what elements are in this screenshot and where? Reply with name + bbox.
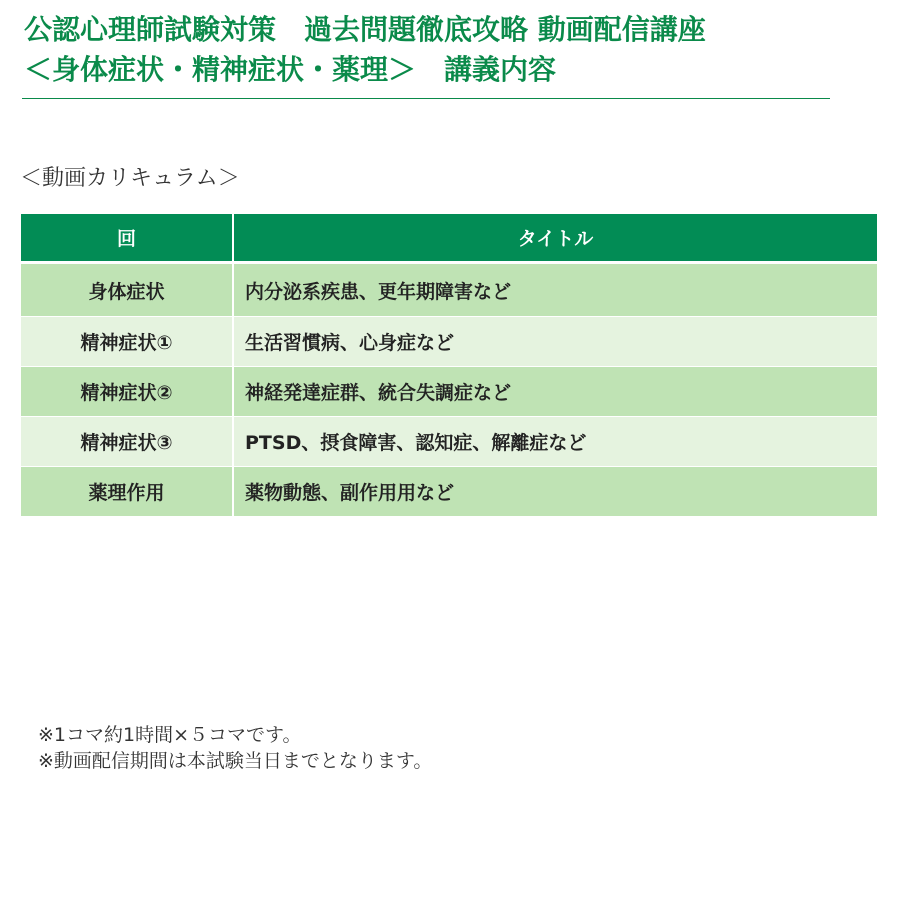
title-cell: 内分泌系疾患、更年期障害など [233, 263, 877, 317]
page-title [24, 10, 884, 90]
note-session-length: ※1コマ約1時間×５コマです。 [38, 724, 302, 746]
page-title-line-1: 公認心理師試験対策 過去問題徹底攻略 動画配信講座 [24, 13, 706, 46]
curriculum-table [21, 214, 877, 517]
round-cell: 精神症状① [21, 317, 233, 367]
table-row [21, 263, 877, 317]
notes [38, 722, 432, 774]
round-cell: 精神症状③ [21, 417, 233, 467]
title-cell: 生活習慣病、心身症など [233, 317, 877, 367]
title-cell: 神経発達症群、統合失調症など [233, 367, 877, 417]
table-row [21, 367, 877, 417]
table-row [21, 317, 877, 367]
curriculum-heading: ＜動画カリキュラム＞ [20, 166, 240, 191]
round-cell: 精神症状② [21, 367, 233, 417]
column-header-round: 回 [21, 214, 233, 263]
table-row [21, 467, 877, 517]
table-row [21, 417, 877, 467]
title-cell: 薬物動態、副作用用など [233, 467, 877, 517]
note-streaming-period: ※動画配信期間は本試験当日までとなります。 [38, 750, 433, 772]
title-cell: PTSD、摂食障害、認知症、解離症など [233, 417, 877, 467]
table-header-row [21, 214, 877, 263]
round-cell: 薬理作用 [21, 467, 233, 517]
title-divider [22, 98, 830, 99]
round-cell: 身体症状 [21, 263, 233, 317]
column-header-title: タイトル [233, 214, 877, 263]
page-title-line-2: ＜身体症状・精神症状・薬理＞ 講義内容 [24, 53, 557, 86]
